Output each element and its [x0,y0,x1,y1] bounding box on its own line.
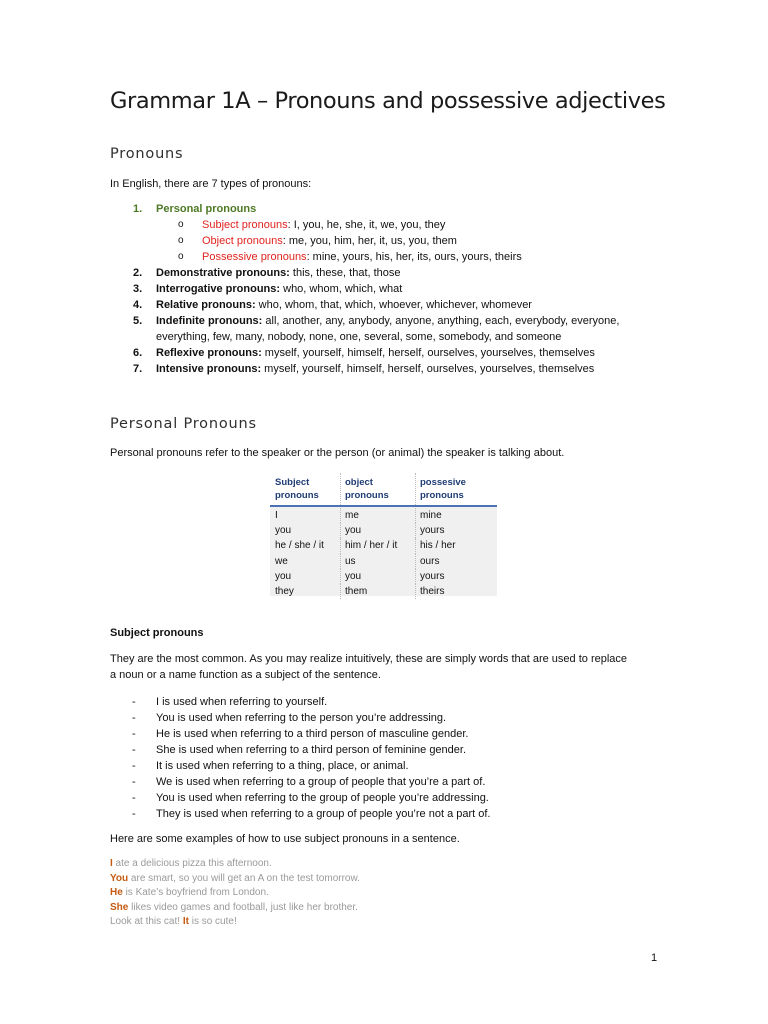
list-item: - I is used when referring to yourself. [132,696,328,708]
list-item: 1. Personal pronouns [133,203,257,215]
subject-para-line1: They are the most common. As you may realize intuitively, these are simply words that are used to replace [110,653,628,665]
list-item: 3. Interrogative pronouns: who, whom, which, what [133,283,403,295]
pronoun-types-list [110,201,670,377]
list-item: 6. Reflexive pronouns: myself, yourself, himself, herself, ourselves, yourselves, themselves [133,347,595,359]
list-item: - He is used when referring to a third person of masculine gender. [132,728,469,740]
example-sentence: Look at this cat! It is so cute! [110,916,237,927]
table-row: they them theirs [270,584,497,599]
section-heading-pronouns: Pronouns [110,146,184,162]
example-sentence: I ate a delicious pizza this afternoon. [110,858,272,869]
pronouns-intro: In English, there are 7 types of pronouns: [110,178,312,190]
sub-list-item: o Possessive pronouns: mine, yours, his, her, its, ours, yours, theirs [178,251,522,263]
table-row: I me mine [270,508,497,523]
table-row: you you yours [270,523,497,538]
list-item: - She is used when referring to a third person of feminine gender. [132,744,467,756]
page-number: 1 [651,952,658,964]
page-title: Grammar 1A – Pronouns and possessive adjectives [110,88,666,114]
list-item: - They is used when referring to a group of people you’re not a part of. [132,808,491,820]
list-item: 7. Intensive pronouns: myself, yourself, himself, herself, ourselves, yourselves, themselves [133,363,595,375]
list-item: 4. Relative pronouns: who, whom, that, which, whoever, whichever, whomever [133,299,532,311]
personal-pronouns-intro: Personal pronouns refer to the speaker or the person (or animal) the speaker is talking about. [110,447,565,459]
examples-list [110,857,360,930]
example-sentence: She likes video games and football, just like her brother. [110,901,358,913]
list-item: 5. Indefinite pronouns: all, another, any, anybody, anyone, anything, each, everybody, everyone, [133,315,620,327]
example-sentence: You are smart, so you will get an A on the test tomorrow. [110,872,360,884]
table-row: you you yours [270,569,497,584]
table-header: Subject pronouns object pronouns possesive pronouns [270,473,497,507]
list-item: 2. Demonstrative pronouns: this, these, that, those [133,267,401,279]
list-item: - You is used when referring to the person you’re addressing. [132,712,447,724]
list-item: - We is used when referring to a group of people that you’re a part of. [132,776,486,788]
table-row: he / she / it him / her / it his / her [270,538,497,553]
list-item: - It is used when referring to a thing, place, or animal. [132,760,409,772]
pronoun-table [270,473,497,596]
subject-pronouns-heading: Subject pronouns [110,627,204,639]
examples-intro: Here are some examples of how to use subject pronouns in a sentence. [110,833,460,845]
table-row: we us ours [270,554,497,569]
list-item-continuation: everything, few, many, nobody, none, one, several, some, somebody, and someone [156,331,562,343]
subject-para-line2: a noun or a name function as a subject of the sentence. [110,669,381,681]
sub-list-item: o Object pronouns: me, you, him, her, it, us, you, them [178,235,457,247]
example-sentence: He is Kate’s boyfriend from London. [110,887,269,898]
sub-list-item: o Subject pronouns: I, you, he, she, it, we, you, they [178,219,446,231]
subject-usage-list [110,694,670,822]
list-item: - You is used when referring to the group of people you’re addressing. [132,792,489,804]
section-heading-personal-pronouns: Personal Pronouns [110,416,257,432]
